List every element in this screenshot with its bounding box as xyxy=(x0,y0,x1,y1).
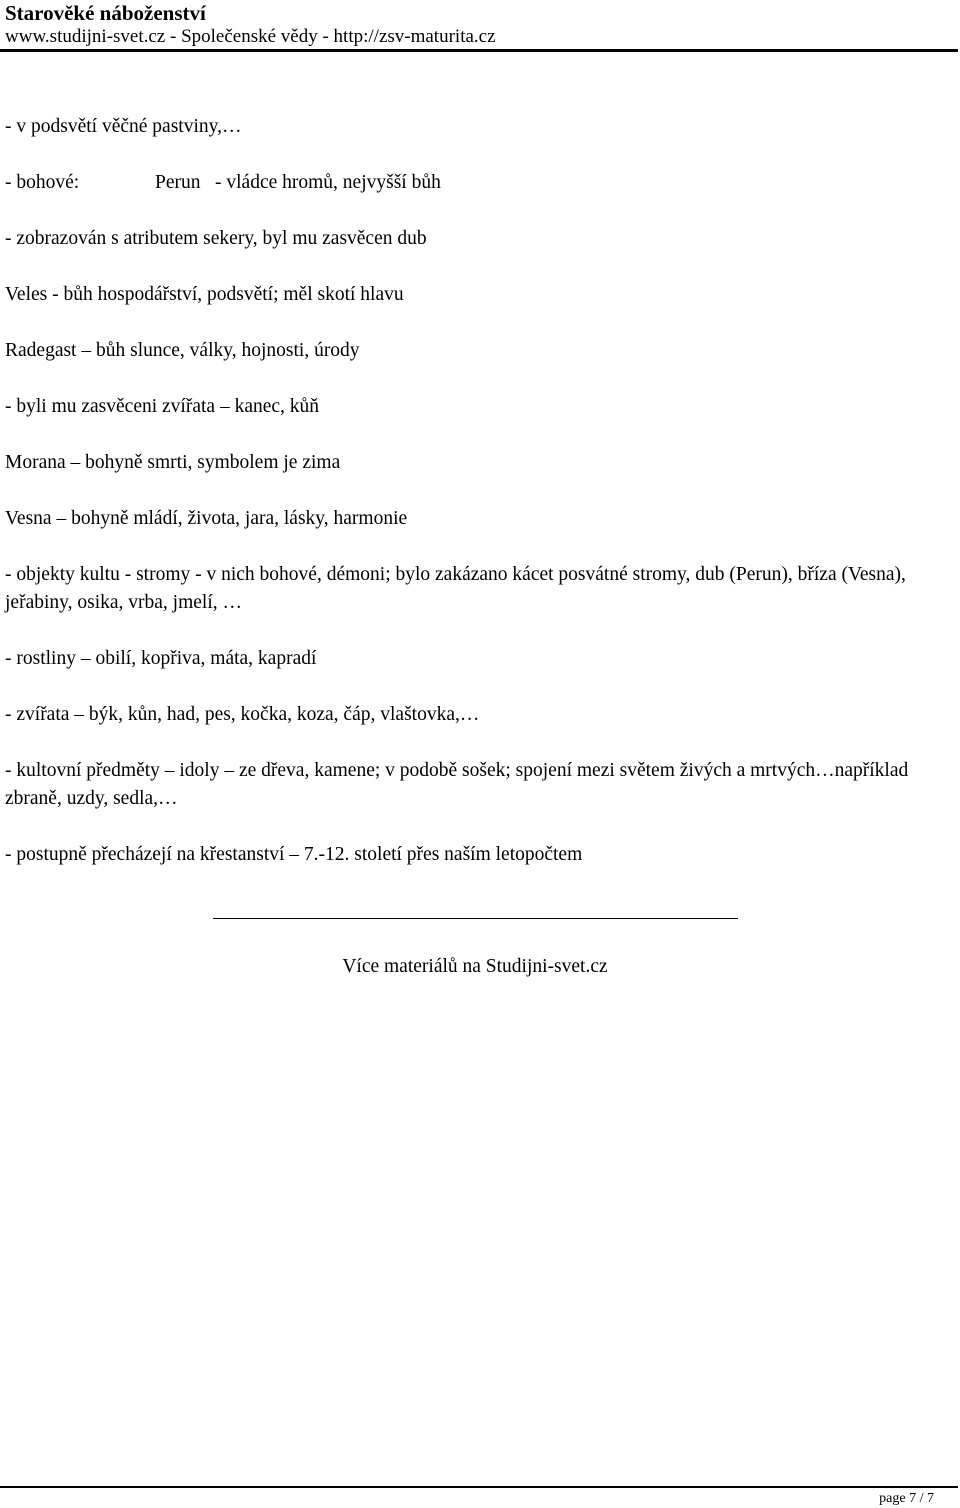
document-subtitle: www.studijni-svet.cz - Společenské vědy - http://zsv-maturita.cz xyxy=(5,26,496,47)
document-body xyxy=(5,113,935,897)
header-divider xyxy=(0,49,958,52)
paragraph-veles: Veles - bůh hospodářství, podsvětí; měl skotí hlavu xyxy=(5,284,404,305)
paragraph-vesna: Vesna – bohyně mládí, života, jara, lásky, harmonie xyxy=(5,508,408,529)
more-materials-link[interactable]: Více materiálů na Studijni-svet.cz xyxy=(342,956,608,977)
page-header xyxy=(5,0,955,48)
paragraph-morana: Morana – bohyně smrti, symbolem je zima xyxy=(5,452,341,473)
paragraph-gods xyxy=(5,169,935,197)
footer-divider xyxy=(213,918,738,919)
page-bottom-divider xyxy=(0,1486,958,1488)
paragraph-animals: - zvířata – býk, kůn, had, pes, kočka, koza, čáp, vlaštovka,… xyxy=(5,704,480,725)
paragraph-cult-objects: - objekty kultu - stromy - v nich bohové, démoni; bylo zakázano kácet posvátné stromy, dub (Perun), bříza (Vesna), jeřabiny, osika, vrba, jmelí, … xyxy=(5,564,906,613)
paragraph-radegast: Radegast – bůh slunce, války, hojnosti, úrody xyxy=(5,340,360,361)
gods-label: - bohové: xyxy=(5,172,80,193)
perun-description: - vládce hromů, nejvyšší bůh xyxy=(215,172,441,193)
paragraph-cult-items: - kultovní předměty – idoly – ze dřeva, kamene; v podobě sošek; spojení mezi světem živých a mrtvých…například zbraně, uzdy, sedla,… xyxy=(5,760,909,809)
paragraph-perun-axe: - zobrazován s atributem sekery, byl mu zasvěcen dub xyxy=(5,228,427,249)
paragraph-plants: - rostliny – obilí, kopřiva, máta, kapradí xyxy=(5,648,317,669)
paragraph-sacred-animals: - byli mu zasvěceni zvířata – kanec, kůň xyxy=(5,396,320,417)
page-number: page 7 / 7 xyxy=(879,1491,934,1506)
perun-name: Perun xyxy=(155,172,201,193)
document-title: Starověké náboženství xyxy=(5,1,206,25)
paragraph-pastures: - v podsvětí věčné pastviny,… xyxy=(5,116,242,137)
paragraph-christianity: - postupně přecházejí na křestanství – 7.-12. století přes naším letopočtem xyxy=(5,844,583,865)
